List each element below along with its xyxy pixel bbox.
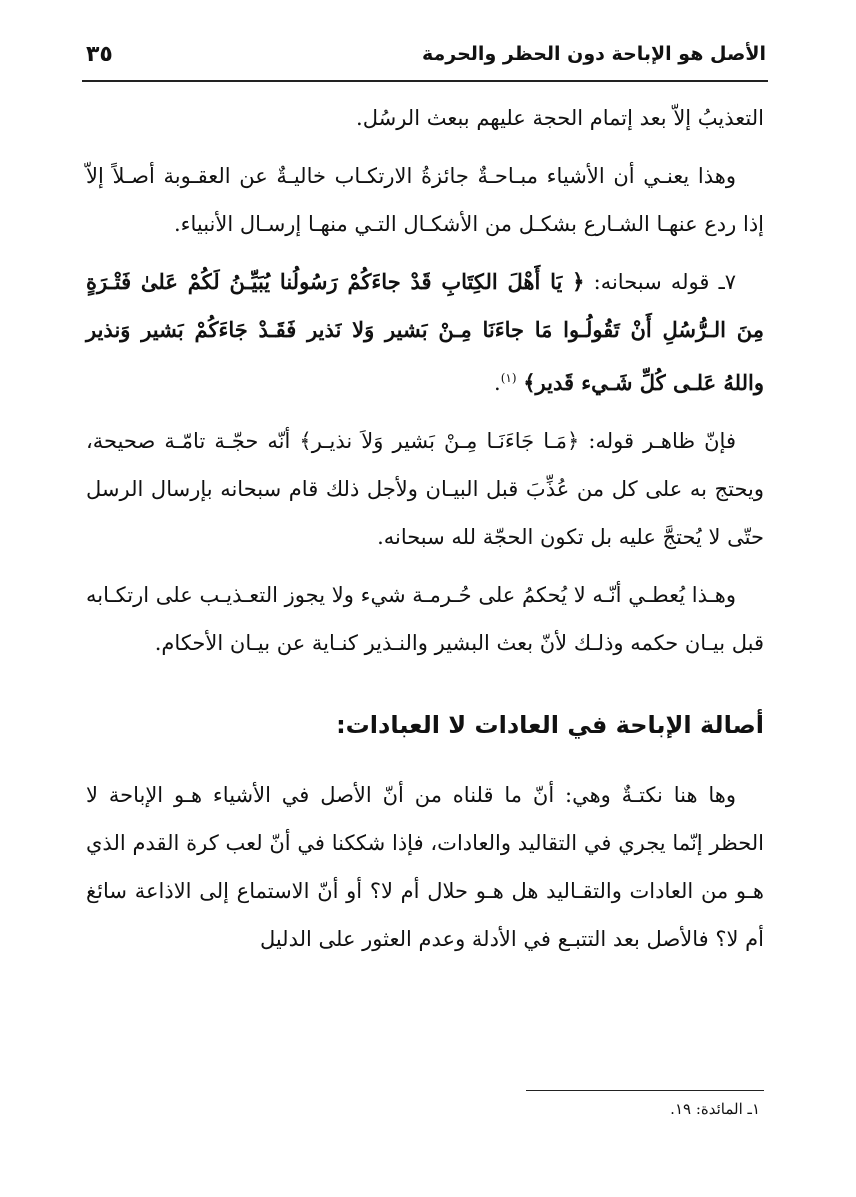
section-heading: أصالة الإباحة في العادات لا العبادات: — [336, 711, 764, 739]
running-header — [86, 34, 766, 74]
paragraph-3: فإنّ ظاهـر قوله: ﴿مَـا جَاءَنَـا مِـنْ بَشير وَلاَ نذيـر﴾ أنّه حجّـة تامّـة صحيحة، ويحتج به على كل من عُذِّبَ قبل البيـان ولأجل ذلك قام سبحانه بإرسال الرسل حتّى لا يُحتجَّ عليه بل تكون الحجّة لله سبحانه. — [86, 429, 764, 549]
footnote: ١ـ المائدة: ١٩. — [670, 1100, 760, 1118]
section-paragraph: وها هنا نكتـةٌ وهي: أنّ ما قلناه من أنّ الأصل في الأشياء هـو الإباحة لا الحظر إنّما يجري في التقاليد والعادات، فإذا شككنا في أنّ لعب كرة القدم الذي هـو من العادات والتقـاليد هل هـو حلال أم لا؟ أو أنّ الاستماع إلى الاذاعة سائغ أم لا؟ فالأصل بعد التتبـع في الأدلة وعدم العثور على الدليل — [86, 783, 764, 951]
running-header-title: الأصل هو الإباحة دون الحظر والحرمة — [422, 43, 766, 65]
paragraph-2: وهذا يعنـي أن الأشياء مبـاحـةٌ جائزةُ الارتكـاب خاليـةٌ عن العقـوبة أصـلاً إلاّ إذا ردع عنهـا الشـارع بشكـل من الأشكـال التـي منهـا إرسـال الأنبياء. — [86, 164, 764, 236]
verse-item — [86, 258, 764, 407]
paragraph-4: وهـذا يُعطـي أنّـه لا يُحكمُ على حُـرمـة شيء ولا يجوز التعـذيـب على ارتكـابه قبل بيـان حكمه وذلـك لأنّ بعث البشير والنـذير كنـاية عن بيـان الأحكام. — [86, 583, 764, 655]
quran-verse: ﴿ يَا أَهْلَ الكِتَابِ قَدْ جاءَكُمْ رَسُولُنا يُبَيِّـنُ لَكُمْ عَلىٰ فَتْـرَةٍ مِنَ الـرُّسُلِ أَنْ تَقُولُـوا مَا جاءَنَا مِـنْ بَشير وَلا نَذير فَقَـدْ جَاءَكُمْ بَشير وَنذير واللهُ عَلـى كُلِّ شَـيء قَدير﴾ — [86, 269, 764, 395]
paragraph-1: التعذيبُ إلاّ بعد إتمام الحجة عليهم ببعث الرسُل. — [356, 106, 764, 130]
page-number: ٣٥ — [86, 41, 113, 67]
footnote-ref: (١) — [500, 371, 517, 385]
page-body — [86, 94, 764, 973]
verse-end: . — [494, 371, 501, 395]
verse-intro: ٧ـ قوله سبحانه: — [593, 270, 736, 294]
header-divider — [82, 80, 768, 82]
footnote-divider — [526, 1090, 764, 1091]
